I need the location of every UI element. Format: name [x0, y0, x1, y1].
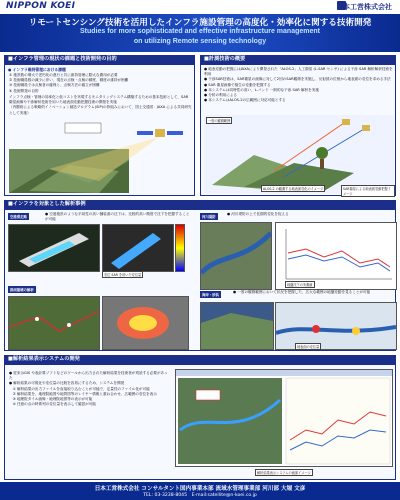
coast-displacement-map: [275, 302, 397, 350]
background-body: インフラ点検・管理の効率化と低コストを実現するモニタリングシステム構築するための基本技術として、SAR 衛星画像や干渉解析技術を用いた地表面変動把握技術の開発を実施 （内閣府による戦略的イノベーション創造プログラム(SIP)の枠組みにおいて、国土交通省：JAXA による共同研究として実施）: [9, 95, 192, 115]
title-en-line1: Studies for more sophisticated and effective infrastructure management: [79, 28, 320, 35]
title-en-line2: on utilizing Remote sensing technology: [133, 38, 267, 45]
footer: [0, 482, 400, 500]
case-text-airport: ● 空港施設のような平坦性の高い舗装面の沈下は、比較的高い精度で沈下を把握することが可能: [45, 212, 190, 222]
title-band: [0, 14, 400, 52]
footer-contact-line: 日本工営株式会社 コンサルタント国内事業本部 流域水管理事業部 河川部 大堀 文彦: [94, 486, 306, 492]
section-heading-system: ■解析結果表示システムの開発: [4, 355, 396, 364]
slope-displacement-map: [102, 296, 189, 350]
section-heading-cases: ■インフラを対象とした解析事例: [4, 200, 396, 209]
case-tag-coast: 海岸・砂浜: [202, 293, 219, 297]
section-heading-background: ■インフラ管理の現状の課題と技術開発の目的: [4, 55, 195, 64]
case-tag-slope: 斜面崩壊の解析: [10, 288, 34, 292]
background-subheading: ● インフラ維持管理における課題: [8, 67, 66, 72]
cases-panel: [4, 209, 396, 351]
method-caption-alos: ALOS-2 の観測する地表面変化のイメージ: [263, 187, 324, 191]
method-caption-sar: SAR衛星による地表面変動把握イメージ: [341, 185, 395, 197]
system-panel: [4, 364, 396, 480]
case-caption-airport: 変位 SAR を用いた変位量: [104, 273, 142, 277]
case-caption-coast: 地表面の変位量: [297, 345, 320, 349]
brand-bar: [0, 0, 400, 14]
title-jp: リモートセンシング技術を活用したインフラ施設管理の高度化・効率化に関する技術開発: [28, 18, 372, 28]
case-tag-airport: 空港滑走路: [10, 215, 27, 219]
company-name: 日本工営株式会社: [336, 3, 392, 11]
section-heading-method: ■計測技術の概要: [200, 55, 396, 64]
case-text-coast: ● 一度の観測範囲において状況を把握した、広大な範囲の地盤変動を見ることが可能: [233, 290, 371, 294]
background-issues: ① 施設数の増大で老朽化の進行と共に維持管理に膨大な費用が必要 ② 技術職員数の減少に伴い、現在の点検・点検の精度、精度の維持が困難 ③ 技術職員では点検者の確保と、点検方法の確立が困難 ④ 技術開発の目的: [9, 73, 129, 93]
slope-map: [8, 296, 100, 350]
airport-map: [8, 224, 100, 272]
background-panel: [4, 64, 195, 196]
coast-map: [200, 302, 274, 350]
satellite-icon: [137, 129, 183, 137]
case-tag-river: 河川堤防: [202, 215, 216, 219]
method-panel: [200, 64, 396, 196]
sar-principle-diagram: [204, 115, 394, 193]
footer-email-line: TEL: 03-3238-8045 E-mail:satellite@n-koei.co.jp: [143, 493, 257, 498]
river-displacement-chart: [275, 222, 397, 290]
river-map: [200, 222, 272, 290]
system-body: ● 従来はGIS や表計算ソフトなどのツールから出力された解析結果を技術者が判読する必要があった ● 解析結果の可視化や変位量の比較を容易にするため、システムを開発 ① 解析結果の出力ファイルを直接取り込むことが可能で、定量性のファイル化が可能 ② 解析結果を、地理院地図や地質図等のレイヤー情報と重ね合わせ、広範囲の変位を表示 ③ 地理院タイル画像・地理院地図等の表示が可能 ④ 任意の点の時系列の変位量を表示して確認が可能: [9, 371, 168, 407]
system-screen-mockup: [175, 369, 393, 467]
case-caption-river: 地盤沈下の実測値: [287, 283, 313, 287]
system-caption: 解析結果表示システムの画面イメージ: [257, 471, 311, 475]
satellite-observation-illustration: [9, 121, 193, 195]
case-text-river: ● 河川堤防の上で長期的変化を捉える: [227, 212, 289, 216]
airport-displacement-map: [102, 224, 174, 272]
method-body: ● 地表変動の把握にはJAXAにより開発された「ALOS-2」人工衛星 (L-SAR センサ) による干渉 SAR 解析解析技術を利用 ● 干渉SAR技術は、SAR衛星の画像に対して2回のSAR観測を実施し、反射波の位相から地表面の変位を求める手法 ● SAR 衛星画像で植生の変動を把握する ● 本システムは同時性の高い、L-バンド 一般的な干渉 SAR 解析を実施 ● 分析の利用による ● 本システムはALOS-2の広範囲に対応可能とする: [204, 67, 393, 103]
color-scale-legend: [175, 224, 185, 272]
method-caption-observation: 一度の観測範囲: [208, 119, 231, 123]
company-logo: NIPPON KOEI: [6, 1, 76, 11]
